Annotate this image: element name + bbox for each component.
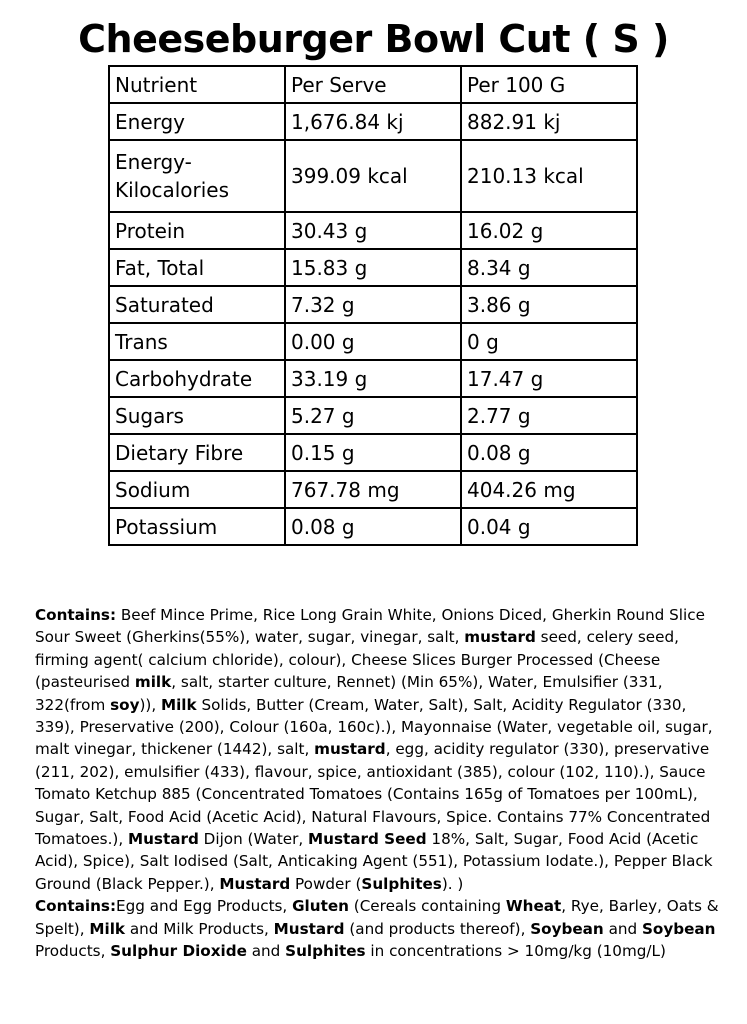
table-header-row (109, 66, 637, 103)
nutrient-cell: Sugars (109, 397, 285, 434)
text-segment: (and products thereof), (344, 919, 531, 938)
nutrient-cell: Energy-Kilocalories (109, 140, 285, 212)
table-row (109, 323, 637, 360)
per-100g-cell: 404.26 mg (461, 471, 637, 508)
nutrient-cell: Saturated (109, 286, 285, 323)
nutrient-cell: Potassium (109, 508, 285, 545)
ingredients-section (35, 604, 725, 963)
table-row (109, 397, 637, 434)
header-nutrient: Nutrient (109, 66, 285, 103)
bold-text-segment: Sulphites (285, 942, 366, 961)
text-segment: , salt, starter culture, Rennet) (Min 65%), Water, Emulsifier (331, 322(from (35, 673, 663, 714)
per-serve-cell: 7.32 g (285, 286, 461, 323)
per-100g-cell: 0.04 g (461, 508, 637, 545)
table-row (109, 140, 637, 212)
bold-text-segment: Soybean (530, 919, 604, 938)
per-serve-cell: 0.00 g (285, 323, 461, 360)
per-serve-cell: 5.27 g (285, 397, 461, 434)
per-100g-cell: 210.13 kcal (461, 140, 637, 212)
text-segment: )), (139, 695, 161, 714)
page-title: Cheeseburger Bowl Cut ( S ) (78, 17, 669, 61)
per-serve-cell: 0.08 g (285, 508, 461, 545)
text-segment: Egg and Egg Products, (116, 897, 293, 916)
bold-text-segment: Mustard (128, 830, 199, 849)
nutrient-cell: Protein (109, 212, 285, 249)
nutrient-cell: Dietary Fibre (109, 434, 285, 471)
text-segment: and Milk Products, (125, 919, 274, 938)
text-segment: in concentrations > 10mg/kg (10mg/L) (365, 942, 666, 961)
table-row (109, 471, 637, 508)
header-per-serve: Per Serve (285, 66, 461, 103)
nutrient-cell: Fat, Total (109, 249, 285, 286)
per-100g-cell: 882.91 kj (461, 103, 637, 140)
bold-text-segment: Mustard (219, 874, 291, 893)
header-per-100g: Per 100 G (461, 66, 637, 103)
per-100g-cell: 0.08 g (461, 434, 637, 471)
text-segment: Dijon (Water, (198, 830, 309, 849)
per-100g-cell: 3.86 g (461, 286, 637, 323)
nutrient-cell: Carbohydrate (109, 360, 285, 397)
table-row (109, 286, 637, 323)
bold-text-segment: milk (134, 673, 172, 692)
bold-text-segment: Milk (160, 695, 197, 714)
per-100g-cell: 8.34 g (461, 249, 637, 286)
table-row (109, 249, 637, 286)
text-segment: , Rye, Barley, Oats & Spelt), (35, 897, 719, 938)
text-segment: Powder ( (290, 874, 362, 893)
allergens-text (35, 895, 725, 962)
bold-text-segment: Mustard Seed (308, 830, 427, 849)
bold-text-segment: Wheat (505, 897, 562, 916)
bold-text-segment: soy (110, 695, 140, 714)
nutrition-table-body (109, 66, 637, 545)
nutrient-cell: Trans (109, 323, 285, 360)
table-row (109, 212, 637, 249)
nutrient-cell: Energy (109, 103, 285, 140)
table-row (109, 508, 637, 545)
bold-text-segment: Soybean (641, 919, 716, 938)
per-serve-cell: 15.83 g (285, 249, 461, 286)
per-serve-cell: 0.15 g (285, 434, 461, 471)
bold-text-segment: Milk (89, 919, 126, 938)
per-100g-cell: 16.02 g (461, 212, 637, 249)
per-100g-cell: 17.47 g (461, 360, 637, 397)
per-serve-cell: 1,676.84 kj (285, 103, 461, 140)
text-segment: and (603, 919, 642, 938)
text-segment: Solids, Butter (Cream, Water, Salt), Salt, Acidity Regulator (330, 339), Preservative (200), Colour (160a, 160c).), Mayonnaise (Water, vegetable oil, sugar, malt vinegar, thickener (1442), salt, (35, 695, 713, 759)
text-segment: Beef Mince Prime, Rice Long Grain White, Onions Diced, Gherkin Round Slice Sour Sweet (Gherkins(55%), water, sugar, vinegar, salt, (35, 606, 705, 647)
per-serve-cell: 399.09 kcal (285, 140, 461, 212)
table-row (109, 434, 637, 471)
ingredients-text (35, 604, 725, 895)
text-segment: Products, (35, 942, 111, 961)
table-row (109, 360, 637, 397)
text-segment: seed, celery seed, firming agent( calcium chloride), colour), Cheese Slices Burger Processed (Cheese (pasteurised (35, 628, 679, 692)
per-serve-cell: 30.43 g (285, 212, 461, 249)
bold-text-segment: Mustard (273, 919, 345, 938)
bold-text-segment: Sulphur Dioxide (110, 942, 247, 961)
text-segment: , egg, acidity regulator (330), preservative (211, 202), emulsifier (433), flavour, spice, antioxidant (385), colour (102, 110).), Sauce Tomato Ketchup 885 (Concentrated Tomatoes (Contains 165g of Tomatoes per 100mL), Sugar, Salt, Food Acid (Acetic Acid), Natural Flavours, Spice. Contains 77% Concentrated Tomatoes.), (35, 740, 711, 849)
bold-text-segment: mustard (314, 740, 386, 759)
bold-text-segment: Contains: (35, 606, 117, 624)
per-serve-cell: 767.78 mg (285, 471, 461, 508)
per-100g-cell: 0 g (461, 323, 637, 360)
bold-text-segment: Contains: (35, 897, 117, 916)
text-segment: ). ) (441, 874, 464, 893)
text-segment: and (246, 942, 286, 961)
per-100g-cell: 2.77 g (461, 397, 637, 434)
table-row (109, 103, 637, 140)
text-segment: 18%, Salt, Sugar, Food Acid (Acetic Acid), Spice), Salt Iodised (Salt, Anticaking Agent (551), Potassium Iodate.), Pepper Black Ground (Black Pepper.), (35, 830, 713, 893)
nutrition-table (108, 65, 638, 546)
bold-text-segment: Gluten (292, 897, 349, 916)
text-segment: (Cereals containing (348, 897, 506, 916)
bold-text-segment: Sulphites (361, 874, 442, 893)
per-serve-cell: 33.19 g (285, 360, 461, 397)
nutrient-cell: Sodium (109, 471, 285, 508)
bold-text-segment: mustard (464, 628, 536, 647)
